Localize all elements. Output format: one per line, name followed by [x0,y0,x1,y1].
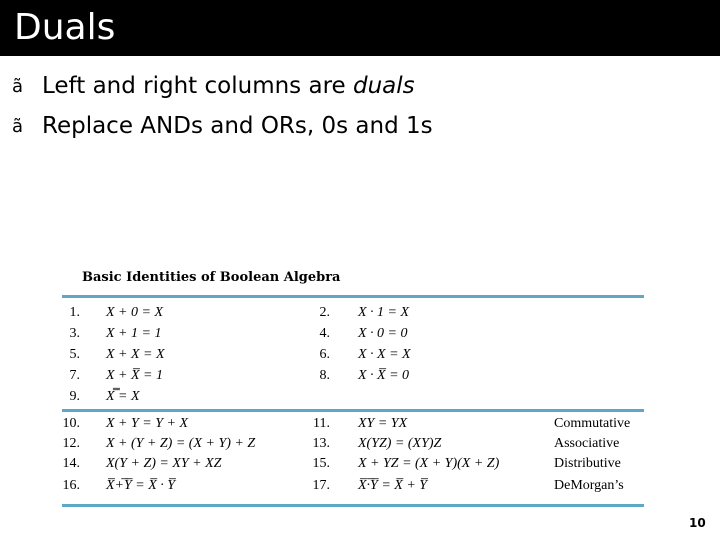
table-rule-middle [62,409,644,412]
table-title: Basic Identities of Boolean Algebra [82,270,341,285]
identity-expression: X + X = X [106,347,165,362]
identity-expression: X(YZ) = (XY)Z [358,436,442,451]
bullet-list [12,66,433,146]
identity-number: 16. [62,478,80,493]
property-name: DeMorgan’s [554,478,624,493]
identity-number: 1. [69,305,80,320]
identity-number: 10. [62,416,80,431]
identity-number: 7. [69,368,80,383]
identity-expression: XY = YX [358,416,408,431]
identity-expression: X + X̅ = 1 [106,368,163,383]
bullet-text-prefix: Left and right columns are [42,73,353,99]
table-row [62,456,646,476]
bullet-icon: ã [12,75,24,97]
table-rule-top [62,295,644,298]
identity-number: 8. [319,368,330,383]
identity-expression: X + (Y + Z) = (X + Y) + Z [106,436,256,451]
identity-expression: X · 1 = X [358,305,410,320]
table-row [62,436,646,456]
identity-number: 5. [69,347,80,362]
property-name: Associative [554,436,620,451]
identity-number: 9. [69,389,80,404]
slide-title: Duals [14,7,116,48]
identity-number: 11. [313,416,330,431]
bullet-item [12,106,433,146]
identity-expression: X · X = X [358,347,411,362]
table-row [62,478,646,498]
bullet-icon: ã [12,115,24,137]
identity-expression: X(Y + Z) = XY + XZ [106,456,222,471]
identity-expression: X + Y = Y + X [106,416,189,431]
bullet-text-emphasis: duals [352,73,415,99]
identity-expression: X̿ = X [106,389,140,404]
page-number: 10 [689,516,706,530]
identity-expression: X̅·̅Y̅ = X̅ + Y̅ [358,478,428,493]
table-row [62,389,646,409]
identity-number: 15. [312,456,330,471]
table-rule-bottom [62,504,644,507]
property-name: Distributive [554,456,621,471]
table-row [62,347,646,367]
identity-number: 17. [312,478,330,493]
identities-table [62,268,646,513]
identity-number: 2. [319,305,330,320]
property-name: Commutative [554,416,631,431]
bullet-text: Replace ANDs and ORs, 0s and 1s [42,113,433,139]
identity-expression: X · 0 = 0 [358,326,408,341]
identity-number: 3. [69,326,80,341]
identity-number: 4. [319,326,330,341]
bullet-text [42,73,415,99]
identity-expression: X̅+̅Y̅ = X̅ · Y̅ [106,478,176,493]
identity-number: 13. [312,436,330,451]
identity-expression: X · X̅ = 0 [358,368,410,383]
table-row [62,368,646,388]
identity-expression: X + YZ = (X + Y)(X + Z) [358,456,500,471]
identity-number: 14. [62,456,80,471]
table-row [62,305,646,325]
identity-expression: X + 1 = 1 [106,326,162,341]
identity-expression: X + 0 = X [106,305,163,320]
identity-number: 6. [319,347,330,362]
table-row [62,416,646,436]
title-bar [0,0,720,56]
bullet-item [12,66,433,106]
identity-number: 12. [62,436,80,451]
table-row [62,326,646,346]
